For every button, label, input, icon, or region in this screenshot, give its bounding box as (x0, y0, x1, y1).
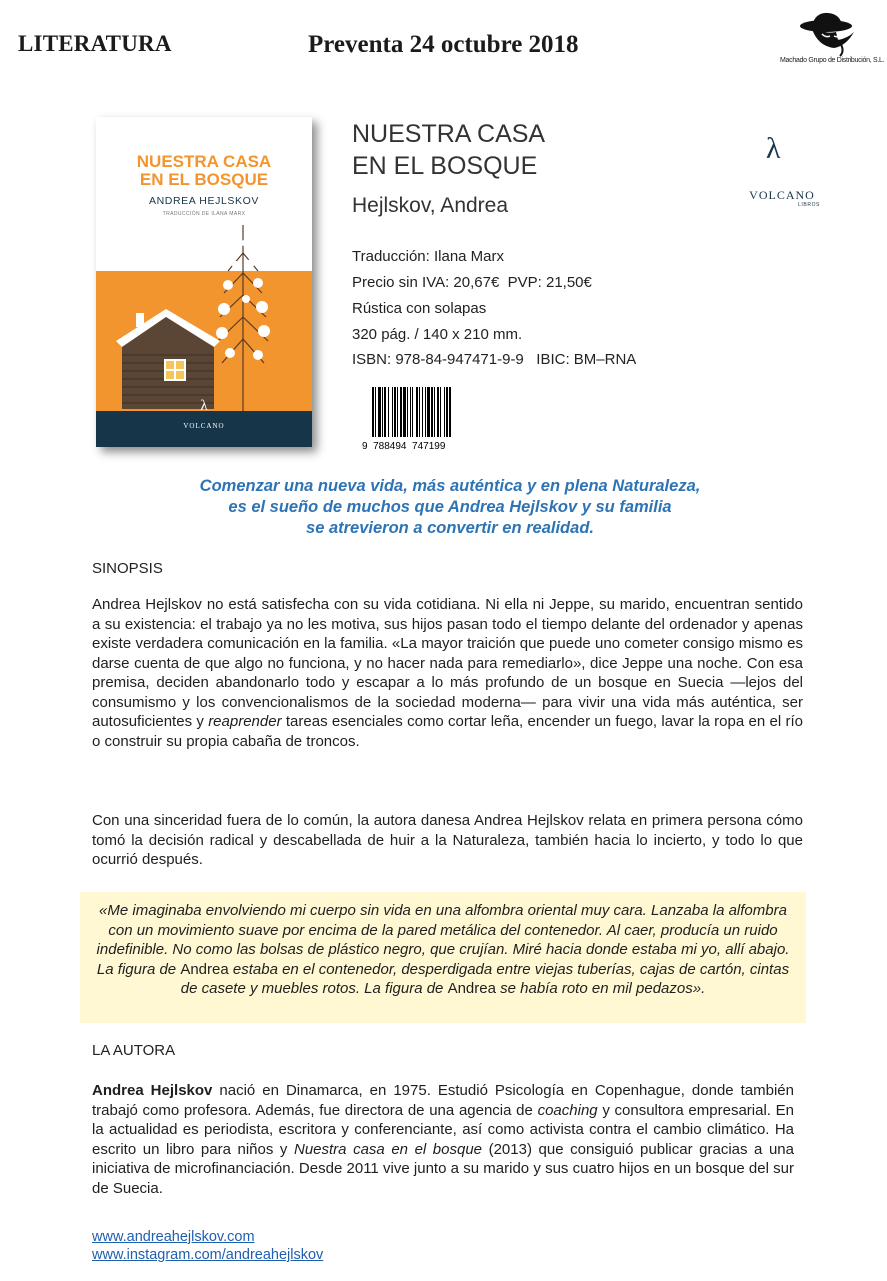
tagline: Comenzar una nueva vida, más auténtica y en plena Naturaleza, es el sueño de muchos que Andrea Hejlskov y su familia se atrevieron a convertir en realidad. (199, 477, 701, 537)
cover-publisher-lambda-icon: λ (200, 398, 208, 414)
synopsis-heading: SINOPSIS (92, 560, 163, 577)
publisher-lambda-icon: λ (766, 132, 781, 165)
book-price: Precio sin IVA: 20,67€ PVP: 21,50€ (352, 274, 592, 291)
barcode-digits: 9 788494 747199 (362, 441, 446, 451)
cover-title: NUESTRA CASA EN EL BOSQUE (136, 152, 272, 189)
book-quote: «Me imaginaba envolviendo mi cuerpo sin vida en una alfombra oriental muy cara. Lanzaba la alfombra con un movimiento suave por encima de la pared metálica del contenedor. Al caer, producía un ruido indefinible. No como las bolsas de plástico negro, que crujían. Miré hacia donde estaba mi yo, allí abajo. La figura de Andrea estaba en el contenedor, desperdigada entre viejas tuberías, cajas de cartón, cintas de casete y muebles rotos. La figura de Andrea se había roto en mil pedazos». (96, 902, 790, 997)
book-translation: Traducción: Ilana Marx (352, 248, 505, 265)
cover-translator: TRADUCCIÓN DE ILANA MARX (162, 211, 246, 217)
barcode-icon (362, 387, 497, 451)
publisher-sub: LIBROS (798, 202, 820, 208)
publisher-name: VOLCANO (749, 188, 815, 202)
cover-publisher-brand: VOLCANO (183, 422, 225, 430)
cabin-tree-illustration-icon (96, 213, 312, 413)
synopsis-paragraph-1: Andrea Hejlskov no está satisfecha con su vida cotidiana. Ni ella ni Jeppe, su marido, encuentran sentido a su existencia: el trabajo ya no les motiva, sus hijos pasan todo el tiempo delante del ordenador y apenas existe verdadera comunicación en la familia. «La mayor traición que puede uno cometer consigo mismo es darse cuenta de que algo no funciona, y no hacer nada para remediarlo», dice Jeppe una noche. Con esa premisa, deciden abandonarlo todo y escapar a lo más profundo de un bosque en Suecia —lejos del consumismo y los convencionalismos de la sociedad moderna— para vivir una vida más auténtica, ser autosuficientes y reaprender tareas esenciales como cortar leña, encender un fuego, lavar la ropa en el río o construir su propia cabaña de troncos. (92, 596, 803, 750)
book-cover (96, 117, 312, 447)
book-isbn: ISBN: 978-84-947471-9-9 IBIC: BM–RNA (352, 351, 637, 368)
presale-date: Preventa 24 octubre 2018 (308, 31, 579, 58)
author-instagram-link[interactable]: www.instagram.com/andreahejlskov (92, 1247, 324, 1263)
author-website-link[interactable]: www.andreahejlskov.com (92, 1229, 255, 1245)
author-bio: Andrea Hejlskov nació en Dinamarca, en 1975. Estudió Psicología en Copenhague, donde también trabajó como profesora. Además, fue directora de una agencia de coaching y consultora empresarial. En la actualidad es periodista, escritora y conferenciante, así como activista contra el cambio climático. Ha escrito un libro para niños y Nuestra casa en el bosque (2013) que consiguió publicar gracias a una iniciativa de microfinanciación. Desde 2011 vive junto a su marido y sus cuatro hijos en un bosque del sur de Suecia. (92, 1082, 794, 1197)
section-label: LITERATURA (18, 31, 172, 56)
cover-author: ANDREA HEJLSKOV (149, 195, 259, 207)
distributor-name: Machado Grupo de Distribución, S.L. (780, 57, 885, 64)
book-pages: 320 pág. / 140 x 210 mm. (352, 326, 523, 343)
book-binding: Rústica con solapas (352, 300, 487, 317)
book-author: Hejlskov, Andrea (352, 194, 509, 217)
book-title: NUESTRA CASA EN EL BOSQUE (352, 120, 546, 180)
synopsis-paragraph-2: Con una sinceridad fuera de lo común, la autora danesa Andrea Hejlskov relata en primera persona cómo tomó la decisión radical y descabellada de huir a la Naturaleza, también hacia lo incierto, y todo lo que ocurrió después. (92, 812, 803, 868)
author-heading: LA AUTORA (92, 1042, 176, 1059)
